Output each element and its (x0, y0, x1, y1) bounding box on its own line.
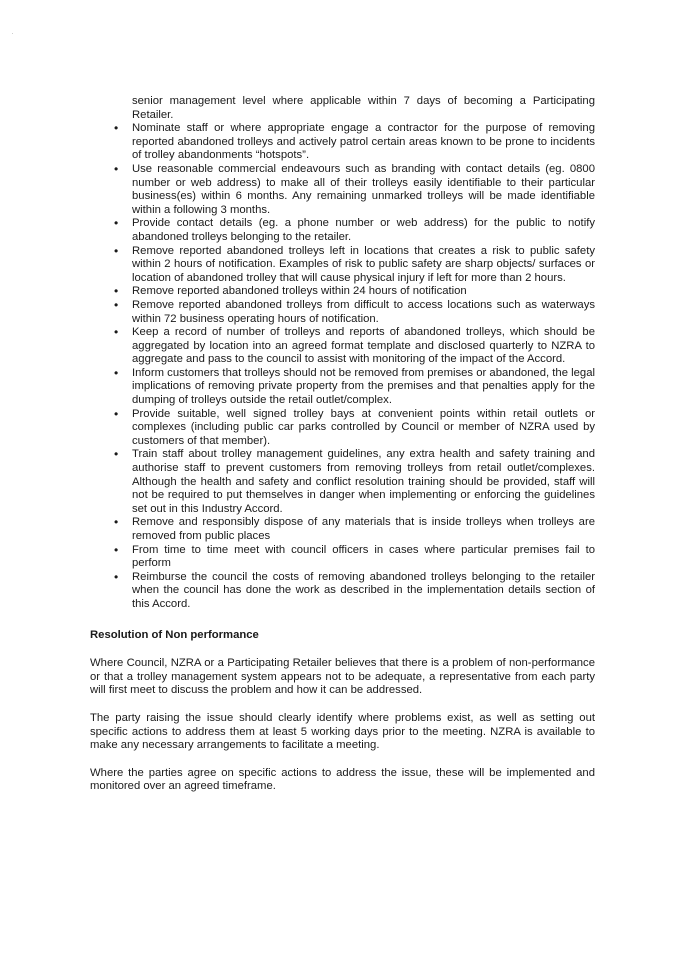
scan-speck (12, 33, 13, 34)
list-item: • Train staff about trolley management guidelines, any extra health and safety training and authorise staff to prevent customers from removing trolleys from retail outlet/complexes. Although the health and safety and conflict resolution training should be provided, staff will not be required to put themselves in danger when implementing or enforcing the guidelines set out in this Industry Accord. (90, 448, 595, 516)
list-item: • Remove reported abandoned trolleys within 24 hours of notification (90, 285, 595, 299)
paragraph: Where Council, NZRA or a Participating Retailer believes that there is a problem of non-performance or that a trolley management system appears not to be adequate, a representative from each party will first meet to discuss the problem and how it can be addressed. (90, 657, 595, 697)
list-item: • Remove reported abandoned trolleys from difficult to access locations such as waterways within 72 business operating hours of notification. (90, 299, 595, 326)
list-item: • Provide contact details (eg. a phone number or web address) for the public to notify abandoned trolleys belonging to the retailer. (90, 217, 595, 244)
list-item: • Remove and responsibly dispose of any materials that is inside trolleys when trolleys are removed from public places (90, 516, 595, 543)
list-item: • From time to time meet with council officers in cases where particular premises fail to perform (90, 544, 595, 571)
list-item: • Remove reported abandoned trolleys left in locations that creates a risk to public safety within 2 hours of notification. Examples of risk to public safety are sharp objects/ surfaces or location of abandoned trolley that will cause physical injury if left for more than 2 hours. (90, 245, 595, 286)
section-heading: Resolution of Non performance (90, 628, 259, 641)
document-body (90, 95, 595, 808)
list-item: • Use reasonable commercial endeavours such as branding with contact details (eg. 0800 number or web address) to make all of their trolleys easily identifiable to their particular business(es) within 6 months. Any remaining unmarked trolleys will be made identifiable within a following 3 months. (90, 163, 595, 217)
list-item: • Reimburse the council the costs of removing abandoned trolleys belonging to the retailer when the council has done the work as described in the implementation details section of this Accord. (90, 571, 595, 612)
paragraph: Where the parties agree on specific actions to address the issue, these will be implemented and monitored over an agreed timeframe. (90, 766, 595, 793)
paragraph: The party raising the issue should clearly identify where problems exist, as well as setting out specific actions to address them at least 5 working days prior to the meeting. NZRA is available to make any necessary arrangements to facilitate a meeting. (90, 711, 595, 752)
list-item: • Provide suitable, well signed trolley bays at convenient points within retail outlets or complexes (including public car parks controlled by Council or member of NZRA used by customers of that member). (90, 408, 595, 449)
continued-bullet-text: senior management level where applicable within 7 days of becoming a Participating Retailer. (132, 95, 595, 121)
list-item: • Nominate staff or where appropriate engage a contractor for the purpose of removing reported abandoned trolleys and actively patrol certain areas known to be prone to incidents of trolley abandonments “hotspots”. (90, 122, 595, 163)
list-item: • Keep a record of number of trolleys and reports of abandoned trolleys, which should be aggregated by location into an agreed format template and disclosed quarterly to NZRA to aggregate and pass to the council to assist with monitoring of the impact of the Accord. (90, 326, 595, 367)
obligations-list (90, 122, 595, 611)
list-item: • Inform customers that trolleys should not be removed from premises or abandoned, the legal implications of removing private property from the premises and that penalties apply for the dumping of trolleys outside the retail outlet/complex. (90, 367, 595, 408)
